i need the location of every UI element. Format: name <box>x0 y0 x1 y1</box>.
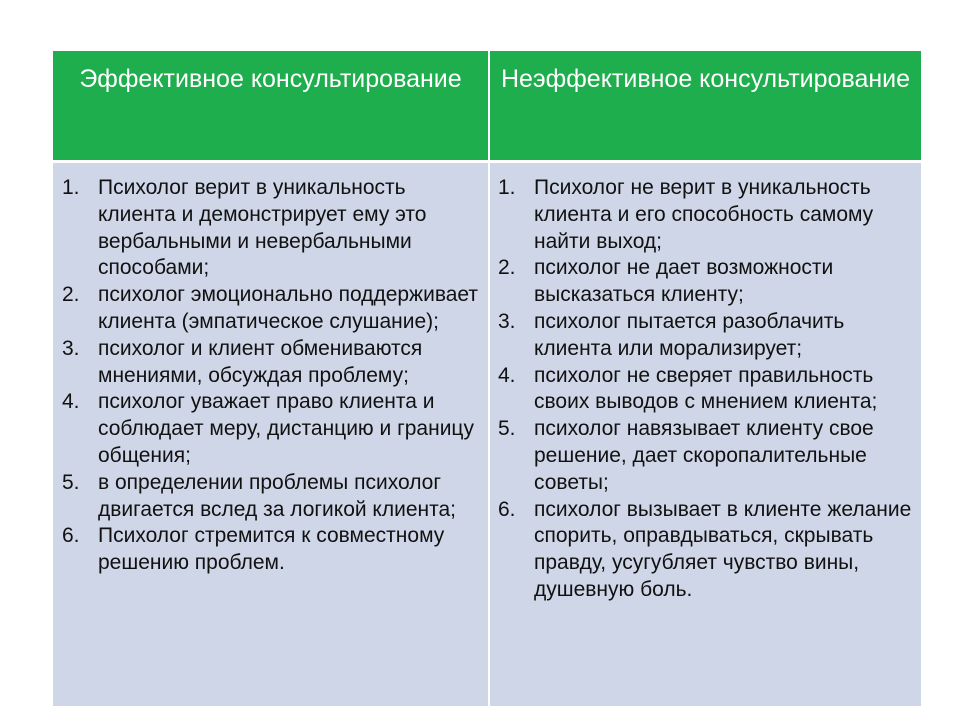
list-item <box>494 497 915 604</box>
list-item-text: психолог не сверяет правильность своих выводов с мнением клиента; <box>534 363 878 414</box>
list-item-number: 3. <box>62 336 80 360</box>
header-ineffective <box>490 51 921 160</box>
list-item-number: 5. <box>498 417 516 441</box>
list-item <box>58 389 484 469</box>
header-effective-label: Эффективное консультирование <box>79 65 462 93</box>
list-item-number: 4. <box>498 363 516 387</box>
list-item <box>58 282 484 336</box>
list-item-text: психолог эмоционально поддерживает клиента (эмпатическое слушание); <box>98 283 479 333</box>
list-item <box>494 363 915 417</box>
list-item-number: 1. <box>62 176 80 199</box>
effective-list-cell <box>53 160 490 706</box>
list-item-text: психолог уважает право клиента и соблюдает меру, дистанцию и границу общения; <box>98 390 474 467</box>
list-item-number: 4. <box>62 390 80 414</box>
list-item-text: психолог не дает возможности высказаться клиенту; <box>534 256 834 307</box>
comparison-table <box>53 51 921 706</box>
list-item-text: Психолог стремится к совместному решению проблем. <box>98 524 445 575</box>
list-item-number: 2. <box>498 256 516 280</box>
effective-list <box>58 175 484 577</box>
list-item-text: Психолог верит в уникальность клиента и демонстрирует ему это вербальными и невербальными способами; <box>98 176 427 280</box>
list-item <box>58 523 484 577</box>
list-item-number: 6. <box>498 497 516 521</box>
list-item-number: 1. <box>498 176 516 199</box>
list-item <box>58 175 484 282</box>
list-item-number: 3. <box>498 309 516 333</box>
ineffective-list <box>494 175 915 604</box>
list-item <box>494 416 915 496</box>
list-item-text: Психолог не верит в уникальность клиента и его способность самому найти выход; <box>534 176 874 253</box>
list-item-number: 5. <box>62 470 80 494</box>
list-item <box>494 255 915 309</box>
list-item-text: психолог вызывает в клиенте желание спорить, оправдываться, скрывать правду, усугубляет чувство вины, душевную боль. <box>534 497 912 601</box>
ineffective-list-cell <box>490 160 921 706</box>
header-effective <box>53 51 490 160</box>
list-item-text: психолог навязывает клиенту свое решение, дает скоропалительные советы; <box>534 417 874 494</box>
list-item-number: 2. <box>62 283 80 307</box>
list-item-text: психолог и клиент обмениваются мнениями, обсуждая проблему; <box>98 336 423 387</box>
list-item <box>494 175 915 255</box>
header-ineffective-label: Неэффективное консультирование <box>500 65 911 93</box>
list-item-text: психолог пытается разоблачить клиента или морализирует; <box>534 309 845 360</box>
list-item-text: в определении проблемы психолог двигается вслед за логикой клиента; <box>98 470 457 521</box>
list-item <box>494 309 915 363</box>
list-item <box>58 470 484 524</box>
list-item <box>58 336 484 390</box>
list-item-number: 6. <box>62 524 80 548</box>
